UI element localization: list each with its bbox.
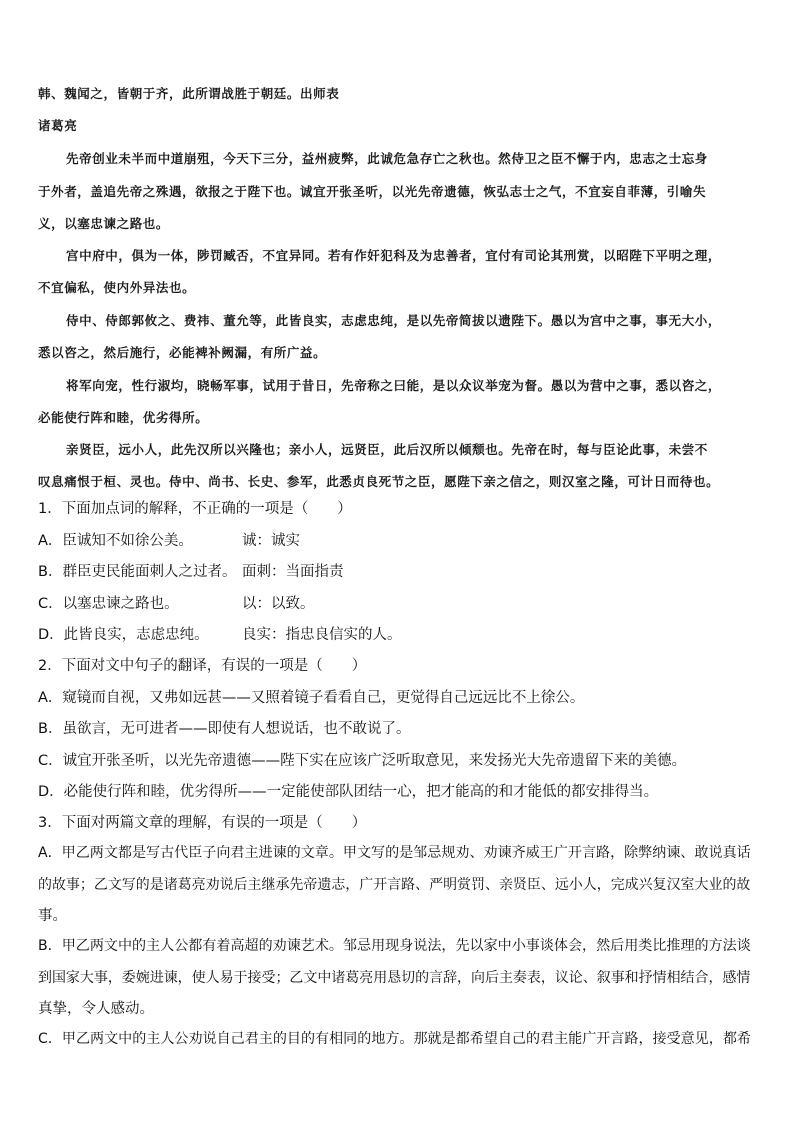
q3-line-6: 真挚，令人感动。 bbox=[38, 1001, 154, 1017]
q1-option-c-gloss: 以：以致。 bbox=[242, 596, 315, 612]
passage-line-10: 将军向宠，性行淑均，晓畅军事，试用于昔日，先帝称之曰能，是以众议举宠为督。愚以为营中之事，悉以咨之， bbox=[66, 378, 722, 393]
q2-option-c: C．诚宜开张圣听，以光先帝遗德——陛下实在应该广泛听取意见，来发扬光大先帝遗留下来的美德。 bbox=[38, 753, 687, 769]
q1-option-b-gloss: 面刺：当面指责 bbox=[242, 564, 344, 580]
q2-option-b: B．虽欲言，无可进者——即使有人想说话，也不敢说了。 bbox=[38, 721, 411, 737]
q3-line-2: 的故事；乙文写的是诸葛亮劝说后主继承先帝遗志，广开言路、严明赏罚、亲贤臣、远小人，完成兴复汉室大业的故 bbox=[38, 877, 751, 893]
q2-stem: 2．下面对文中句子的翻译，有误的一项是（ ） bbox=[38, 658, 367, 674]
q1-option-c-text: C．以塞忠谏之路也。 bbox=[38, 596, 179, 612]
q1-option-b-text: B．群臣吏民能面刺人之过者。 bbox=[38, 564, 237, 580]
q1-option-a bbox=[38, 529, 300, 550]
q3-line-4: B．甲乙两文中的主人公都有着高超的劝谏艺术。邹忌用现身说法，先以家中小事谈体会，然后用类比推理的方法谈 bbox=[38, 938, 751, 954]
passage-line-12: 亲贤臣，远小人，此先汉所以兴隆也；亲小人，远贤臣，此后汉所以倾颓也。先帝在时，每与臣论此事，未尝不 bbox=[66, 442, 708, 457]
q3-line-3: 事。 bbox=[38, 908, 67, 924]
passage-line-11: 必能使行阵和睦，优劣得所。 bbox=[38, 410, 209, 425]
passage-line-1: 韩、魏闻之，皆朝于齐，此所谓战胜于朝廷。出师表 bbox=[38, 86, 340, 101]
passage-line-13: 叹息痛恨于桓、灵也。侍中、尚书、长史、参军，此悉贞良死节之臣，愿陛下亲之信之，则汉室之隆，可计日而待也。 bbox=[38, 474, 720, 489]
q3-line-1: A．甲乙两文都是写古代臣子向君主进谏的文章。甲文写的是邹忌规劝、劝谏齐威王广开言路，除弊纳谏、敢说真话 bbox=[38, 845, 751, 861]
q1-stem: 1．下面加点词的解释，不正确的一项是（ ） bbox=[38, 501, 352, 517]
q2-option-d: D．必能使行阵和睦，优劣得所——一定能使部队团结一心，把才能高的和才能低的都安排得当。 bbox=[38, 784, 659, 800]
q3-stem: 3．下面对两篇文章的理解，有误的一项是（ ） bbox=[38, 815, 367, 831]
q1-option-c bbox=[38, 592, 315, 613]
passage-line-9: 悉以咨之，然后施行，必能裨补阙漏，有所广益。 bbox=[38, 345, 327, 360]
passage-line-6: 宫中府中，俱为一体，陟罚臧否，不宜异同。若有作奸犯科及为忠善者，宜付有司论其刑赏，以昭陛下平明之理， bbox=[66, 248, 722, 263]
q1-option-b bbox=[38, 560, 344, 581]
passage-line-8: 侍中、侍郎郭攸之、费祎、董允等，此皆良实，志虑忠纯，是以先帝简拔以遗陛下。愚以为宫中之事，事无大小， bbox=[66, 313, 722, 328]
q1-option-a-text: A．臣诚知不如徐公美。 bbox=[38, 533, 193, 549]
passage-line-5: 义，以塞忠谏之路也。 bbox=[38, 216, 170, 231]
q3-line-7: C．甲乙两文中的主人公劝说自己君主的目的有相同的地方。那就是都希望自己的君主能广开言路，接受意见，都希 bbox=[38, 1031, 751, 1047]
q1-option-a-gloss: 诚：诚实 bbox=[242, 533, 300, 549]
q1-option-d-text: D．此皆良实，志虑忠纯。 bbox=[38, 627, 209, 643]
passage-author: 诸葛亮 bbox=[38, 118, 78, 133]
q3-line-5: 到国家大事，委婉进谏，使人易于接受；乙文中诸葛亮用恳切的言辞，向后主奏表，议论、叙事和抒情相结合，感情 bbox=[38, 970, 751, 986]
q1-option-d-gloss: 良实：指忠良信实的人。 bbox=[242, 627, 402, 643]
passage-line-7: 不宜偏私，使内外异法也。 bbox=[38, 280, 196, 295]
q2-option-a: A．窥镜而自视，又弗如远甚——又照着镜子看看自己，更觉得自己远远比不上徐公。 bbox=[38, 690, 585, 706]
passage-line-3: 先帝创业未半而中道崩殂，今天下三分，益州疲弊，此诚危急存亡之秋也。然侍卫之臣不懈于内，忠志之士忘身 bbox=[66, 151, 708, 166]
q1-option-d bbox=[38, 623, 402, 644]
passage-line-4: 于外者，盖追先帝之殊遇，欲报之于陛下也。诚宜开张圣听，以光先帝遗德，恢弘志士之气，不宜妄自菲薄，引喻失 bbox=[38, 184, 707, 199]
